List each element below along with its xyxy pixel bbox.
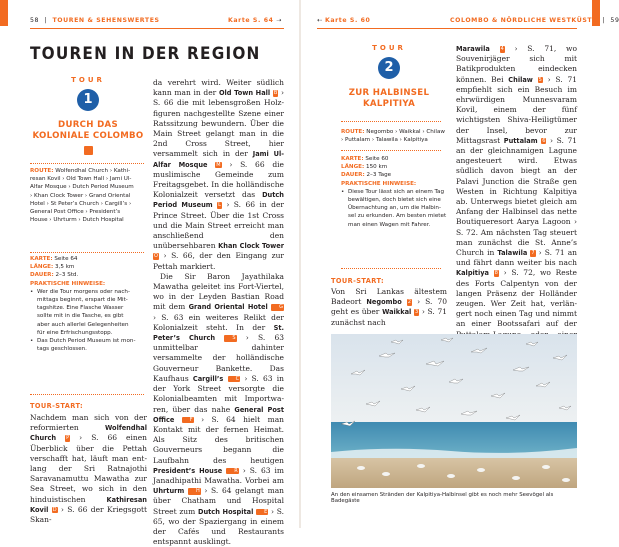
- tour-2-title-line-2: KALPITIYA: [362, 99, 416, 109]
- hint-line: mittags beginnt, erspart die Mit-: [37, 297, 128, 304]
- tour-1-duration-value: 2–3 Std.: [55, 272, 79, 279]
- tour-2-separator: [341, 121, 441, 122]
- hint-line: sel zu erkunden. Am besten mietet: [348, 213, 447, 220]
- tour-1-hint: [30, 288, 148, 337]
- tour-1-badge-number: 1: [77, 89, 99, 111]
- beach-seabirds-photo: [331, 334, 577, 488]
- tour-2-hint: [341, 188, 449, 229]
- tour-1-route-line: House › Uhrturm › Dutch Hospital: [30, 217, 124, 224]
- tour-2-body-column: Marawila 4 › S. 71, wo Souvenirjäger sich mit Batikprodukten eindecken können. Bei Chilaw 5 › S. 71 empfiehlt sich ein Besuch im ehrwürdigen Munnesvaram Kovil, einem der fünf wichtigsten Shiva-Heiligtümer der Insel, bevor zur Mittagsrast Puttalam 6 › S. 71 an der gleichnamigen Lagune angesteuert wird. Etwas südlich davon biegt an der Palavi Junction die Straße gen Westen in Richtung Kalpitiya ab. Unterwegs bietet gleich am Anfang der Halbinsel das nette Boutiqueresort Aarya Lagoon › S. 72. Am nächsten Tag steuert man zunächst die St. Anne’s Church in Talawila 7 › S. 71 an und fährt dann weiter bis nach Kalpitiya 8 › S. 72, wo Reste des Forts Calpentyn von der langen Präsenz der Holländer zeugen. Wer Zeit hat, verlängert noch einen Tag und nimmt an einer Bootssafari auf der: [456, 44, 578, 329]
- tour-2-duration-label: DAUER:: [341, 172, 365, 179]
- tour-2-route: [341, 128, 445, 144]
- highlight-star-icon: [84, 146, 93, 155]
- tour-2-start-label: TOUR-START:: [331, 277, 385, 285]
- tour-2-badge-number: 2: [378, 57, 400, 79]
- tour-2-badge: [369, 46, 409, 86]
- tour-1-map-label: KARTE:: [30, 256, 53, 262]
- tour-2-map-value: Seite 60: [365, 156, 389, 162]
- hint-line: man einen Wagen mit Fahrer.: [348, 221, 431, 228]
- page-edge-tab-left: [0, 0, 8, 26]
- left-page-number: 58: [30, 17, 40, 24]
- tour-1-title: [30, 120, 146, 142]
- tour-2-route-line: Negombo › Waikkal › Chilaw: [366, 129, 445, 135]
- tour-2-route-label: ROUTE:: [341, 129, 365, 135]
- hint-line: tagshitze. Eine Flasche Wasser: [37, 305, 124, 312]
- tour-1-length-value: 3,5 km: [55, 264, 75, 271]
- tour-2-badge-word: TOUR: [372, 44, 406, 52]
- page-title: TOUREN IN DER REGION: [30, 44, 261, 64]
- tour-2-start-text: Von Sri Lankas ältestem Badeort Negombo 2 › S. 70 geht es über Waikkal 3 › S. 71 zunächst nach: [331, 287, 447, 327]
- tour-2-map-label: KARTE:: [341, 156, 364, 162]
- tour-1-start-text: Nachdem man sich von der reformierten Wolfendhal Church P › S. 66 einen Überblick über die Pettah verschafft hat, läuft man entlang der Sri Ratnajothi Saravanamuttu Mawatha zur Sea Street, wo sich in den hinduistischen Kathiresan Kovil D › S. 66 der Kriegsgott Skan-: [30, 413, 147, 525]
- tour-1-start-label: TOUR-START:: [30, 402, 84, 410]
- tour-2-title: [331, 88, 447, 110]
- book-spine: [299, 0, 301, 528]
- tour-1-route-line: resan Kovil › Old Town Hall › Jami Ul-: [30, 176, 132, 183]
- right-map-ref-text: Karte S. 60: [324, 17, 371, 24]
- tour-1-body-column: da verehrt wird. Weiter südlich kann man in der Old Town Hall B › S. 66 die mit lebensgroßen Holzfiguren nachgestellte Szene einer Ratssitzung bewundern. Über die Main Street gelangt man in die 2nd Cross Street, hier versammelt sich in der Jami Ul-Alfar Mosque M › S. 66 die muslimische Gemeinde zum Freitagsgebet. In die holländische Kolonialzeit versetzt das Dutch Period Museum L › S. 66 in der Prince Street. Über die 1st Cross und die Main Street erreicht man anschließend den unübersehbaren Khan Clock Tower O › S. 66, der den Eingang zur Pettah markiert. Die Sir Baron Jayathilaka Mawatha geleitet ins Fort-Viertel, wo in der Leyden Bastian Road mit dem Grand Oriental Hotel G › S. 63 ein weiteres Relikt der Kolonialzeit steht. In der St. Peter’s Church S › S. 63 unmittelbar dahinter versammelte der holländische Gouverneur Bankette. Das Kaufhaus Cargill’s C › S. 63 in der York Street versorgte die Kolonialbeamten mit Importwaren, über das nahe General Post Office F › S. 64 hielt man Kontakt mit der fernen Heimat. Als Sitz des britischen Gouverneurs begann die Laufbahn des heutigen President’s House R › S. 63 im Janadhipathi Mawatha. Vorbei am Uhrturm H › S. 64 gelangt man über Chatham und Hospital Street zum Dutch Hospital E › S. 65, wo der Spaziergang in einem der Cafés und Restaurants entspannt ausklingt.: [153, 78, 285, 547]
- tour-1-badge: [68, 78, 108, 118]
- tour-1-route-line: Alfar Mosque › Dutch Period Museum: [30, 184, 134, 191]
- left-header-rule: [30, 28, 284, 29]
- tour-2-duration-value: 2–3 Tage: [366, 172, 392, 179]
- right-running-header: COLOMBO & NÖRDLICHE WESTKÜSTE | 59: [450, 17, 619, 24]
- hint-line: für eine Erfrischungsstopp.: [37, 329, 113, 336]
- tour-2-route-line: › Puttalam › Talawila › Kalpitiya: [341, 137, 428, 144]
- arrow-right-icon: ➝: [276, 17, 282, 24]
- tour-1-title-line-2: KOLONIALE COLOMBO: [32, 131, 144, 141]
- arrow-left-icon: ⇠: [317, 17, 323, 24]
- hint-line: bewältigen, doch bietet sich eine: [348, 197, 441, 204]
- tour-1-map-value: Seite 64: [54, 256, 78, 262]
- hint-line: aber auch allerlei Gelegenheiten: [37, 321, 129, 328]
- left-map-reference[interactable]: [228, 17, 281, 24]
- right-map-reference[interactable]: [317, 17, 370, 24]
- tour-2-title-line-1: ZUR HALBINSEL: [348, 88, 430, 98]
- right-header-rule: [317, 28, 577, 29]
- tour-1-route-label: ROUTE:: [30, 168, 54, 174]
- tour-1-duration-label: DAUER:: [30, 272, 54, 279]
- tour-2-separator: [341, 268, 441, 269]
- left-running-header: 58 | TOUREN & SEHENSWERTES: [30, 17, 160, 24]
- tour-1-facts: [30, 255, 148, 353]
- tour-2-facts: [341, 155, 449, 229]
- hint-line: Übernachtung an, um die Halbin-: [348, 205, 441, 212]
- hint-line: sollte mit in die Tasche, es gibt: [37, 313, 124, 320]
- tour-1-separator: [30, 163, 144, 164]
- photo-caption: An den einsamen Stränden der Kalpitiya-Halbinsel gibt es noch mehr Seevögel als Badegäste: [331, 492, 554, 504]
- tour-2-separator: [341, 150, 441, 151]
- hint-line: tags geschlossen.: [37, 346, 87, 353]
- tour-1-separator: [30, 394, 144, 395]
- tour-1-badge-word: TOUR: [71, 76, 105, 84]
- tour-1-route-line: Hotel › St Peter’s Church › Cargill’s ›: [30, 200, 132, 207]
- right-section-title: COLOMBO & NÖRDLICHE WESTKÜSTE: [450, 17, 598, 24]
- tour-2-length-value: 150 km: [366, 164, 388, 171]
- hint-line: • Diese Tour lässt sich an einem Tag: [348, 188, 445, 195]
- left-map-ref-text: Karte S. 64: [228, 17, 274, 24]
- hint-line: • Wer die Tour morgens oder nach-: [37, 288, 130, 295]
- tour-1-length-label: LÄNGE:: [30, 264, 54, 271]
- hint-line: • Das Dutch Period Museum ist mon-: [37, 338, 136, 345]
- tour-1-hints-label: PRAKTISCHE HINWEISE:: [30, 280, 106, 287]
- tour-1-route-line: Wolfendhal Church › Kathi-: [55, 168, 131, 174]
- tour-1-hint: [30, 337, 148, 353]
- tour-1-title-line-1: DURCH DAS: [58, 120, 118, 130]
- tour-1-route: [30, 167, 146, 224]
- right-page-number: 59: [610, 17, 619, 24]
- tour-1-route-line: General Post Office › President’s: [30, 209, 121, 216]
- tour-1-separator: [30, 252, 144, 253]
- tour-2-hints-label: PRAKTISCHE HINWEISE:: [341, 180, 417, 187]
- tour-1-route-line: › Khan Clock Tower › Grand Oriental: [30, 192, 131, 199]
- left-section-title: TOUREN & SEHENSWERTES: [52, 17, 160, 24]
- tour-2-length-label: LÄNGE:: [341, 164, 365, 171]
